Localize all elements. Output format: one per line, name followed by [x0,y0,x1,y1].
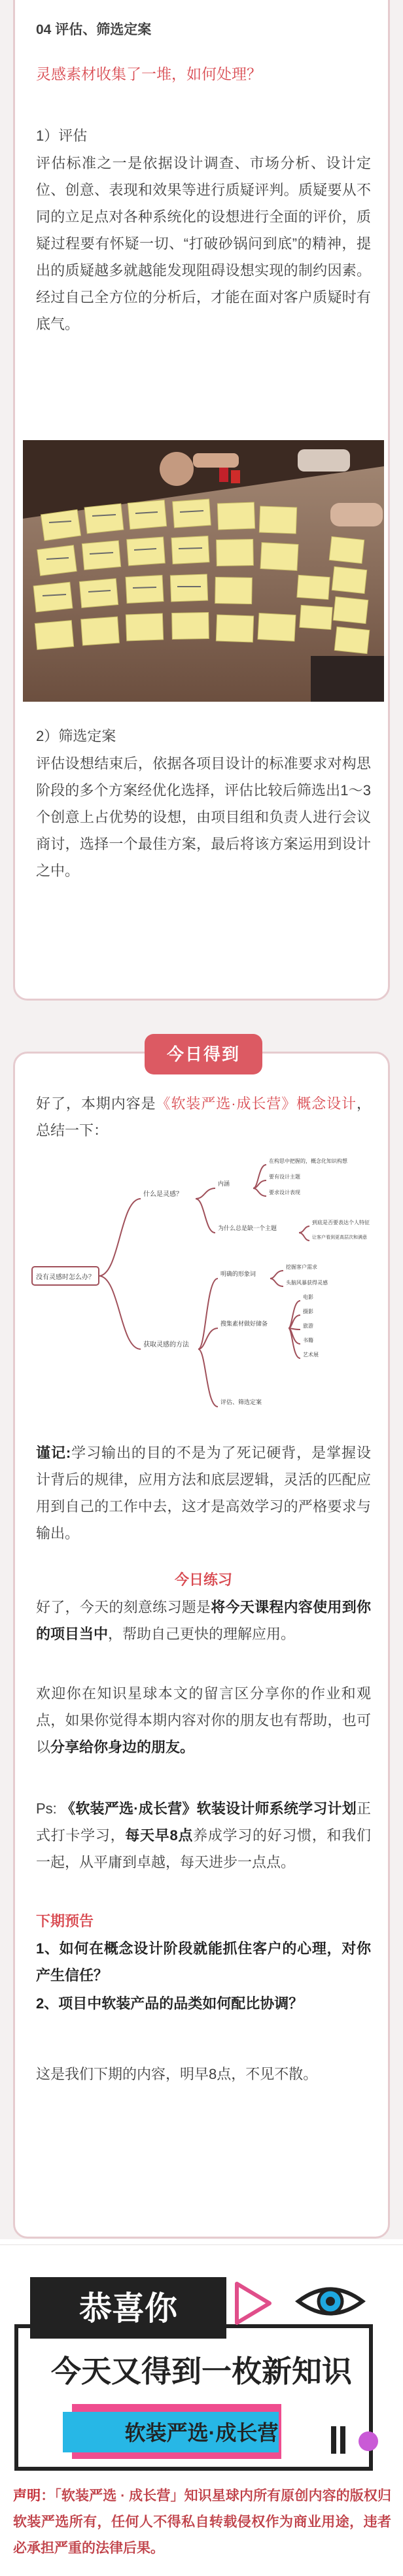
mindmap-leaf: 电影 [303,1294,313,1300]
mindmap-leaf: 摄影 [303,1309,313,1314]
share-paragraph [36,1680,371,1760]
share-highlight: 分享给你身边的朋友。 [50,1739,195,1755]
note-paragraph [36,1439,371,1547]
section-heading: 04 评估、筛选定案 [36,22,152,37]
share-prefix: 欢迎你在知识星球本文的留言区分享你的作业和观点，如果你觉得本期内容对你的朋友也有帮助，也可以 [36,1685,371,1755]
mindmap-leaf: 旅游 [303,1323,313,1329]
intro-paragraph [36,1090,371,1144]
mindmap-leaf: 艺术展 [303,1352,319,1358]
mindmap-leaf: 书籍 [303,1337,313,1343]
practice-paragraph [36,1594,371,1647]
mindmap-leaf: 要求设计表现 [269,1190,300,1195]
ps-mid-1: 正式打卡学习， [36,1800,372,1844]
closing-text: 这是我们下期的内容，明早8点，不见不散。 [36,2066,318,2082]
banner-line-1: 恭喜你 [79,2290,177,2327]
mindmap-root-text: 没有灵感时怎么办？ [36,1274,95,1281]
mindmap-branch-1: 什么是灵感？ [143,1191,183,1198]
mind-map [28,1152,379,1426]
mindmap-leaf: 在构思中把握的，概念化知识构想 [269,1158,347,1164]
play-icon [229,2277,275,2329]
intro-course-title: 《软装严选·成长营》概念设计 [156,1095,357,1112]
subheading-evaluate: 1）评估 [36,128,88,144]
banner-line-3: 软装严选·成长营 [124,2421,279,2445]
mindmap-node: 明确的形象词 [220,1271,256,1277]
ps-time: 每天早8点 [125,1827,194,1844]
next-preview-item-2: 2、项目中软装产品的品类如何配比协调？ [36,1995,304,2012]
note-label: 谨记: [36,1445,71,1461]
next-preview-title: 下期预告 [36,1913,94,1929]
subheading-screen: 2）筛选定案 [36,728,116,744]
practice-highlight: 将今天课程内容使用到你的项目当中 [36,1599,371,1642]
practice-title: 今日练习 [174,1571,232,1588]
ps-paragraph [36,1795,371,1876]
intro-prefix: 好了，本期内容是 [36,1095,156,1112]
statement-label: 声明 [13,2488,41,2503]
mindmap-node: 为什么总是缺一个主题 [218,1225,277,1231]
banner-dot-icon [359,2431,378,2451]
practice-suffix: ，帮助自己更快的理解应用。 [108,1626,296,1642]
mindmap-branch-2: 获取灵感的方法 [143,1341,189,1348]
eye-icon [294,2278,366,2324]
next-preview-item-1: 1、如何在概念设计阶段就能抓住客户的心理，对你产生信任？ [36,1940,371,1984]
today-gain-tab: 今日得到 [145,1034,262,1074]
mindmap-leaf: 头脑风暴获得灵感 [286,1280,328,1286]
meeting-photo [23,440,384,702]
ps-mid-2: 养成学习的好习惯，和我们一起，从平庸到卓越，每天进步一点点。 [36,1827,371,1870]
sticky-notes-table-image [23,440,384,702]
intro-suffix: ，总结一下： [36,1095,371,1139]
banner-line-2: 今天又得到一枚新知识 [51,2354,352,2388]
banner-bar-icon [340,2426,345,2454]
mindmap-node: 搜集素材做好储备 [220,1320,268,1327]
divider-line [0,2244,403,2245]
statement-paragraph [13,2483,391,2562]
screen-paragraph: 评估设想结束后，依据各项目设计的标准要求对构思阶段的多个方案经优化选择，评估比较后筛选出1～3个创意上占优势的设想，由项目组和负责人进行会议商讨，选择一个最佳方案，最后将该方案运用到设计之中。 [36,755,371,879]
mindmap-leaf: 让客户看到更高层次和满意 [312,1235,367,1240]
ps-plan: 《软装严选·成长营》软装设计师系统学习计划 [61,1800,357,1817]
question-heading: 灵感素材收集了一堆，如何处理？ [36,65,262,82]
mindmap-leaf: 到底是否要表达个人特征 [312,1220,370,1226]
ps-prefix: Ps: [36,1800,61,1817]
content-card-evaluation [13,0,390,1001]
mindmap-leaf: 挖掘客户需求 [286,1264,317,1270]
content-card-summary [13,1044,390,2239]
evaluate-paragraph: 评估标准之一是依据设计调查、市场分析、设计定位、创意、表现和效果等进行质疑评判。质疑要从不同的立足点对各种系统化的设想进行全面的评价，质疑过程要有怀疑一切、“打破砂锅问到底”的精神，提出的质疑越多就越能发现阻碍设想实现的制约因素。经过自己全方位的分析后，才能在面对客户质疑时有底气。 [36,155,371,332]
banner-bar-icon [331,2426,336,2454]
practice-prefix: 好了，今天的刻意练习题是 [36,1599,211,1615]
note-body: 学习输出的目的不是为了死记硬背，是掌握设计背后的规律，应用方法和底层逻辑，灵活的匹配应用到自己的工作中去，这才是高效学习的严格要求与输出。 [36,1445,371,1541]
mindmap-node: 内涵 [218,1180,230,1187]
mindmap-node: 评估、筛选定案 [220,1399,262,1405]
mindmap-leaf: 要有设计主题 [269,1174,300,1180]
statement-body: ：「软装严选 · 成长营」知识星球内所有原创内容的版权归软装严选所有，任何人不得私自转载侵权作为商业用途，违者必承担严重的法律后果。 [13,2488,391,2556]
